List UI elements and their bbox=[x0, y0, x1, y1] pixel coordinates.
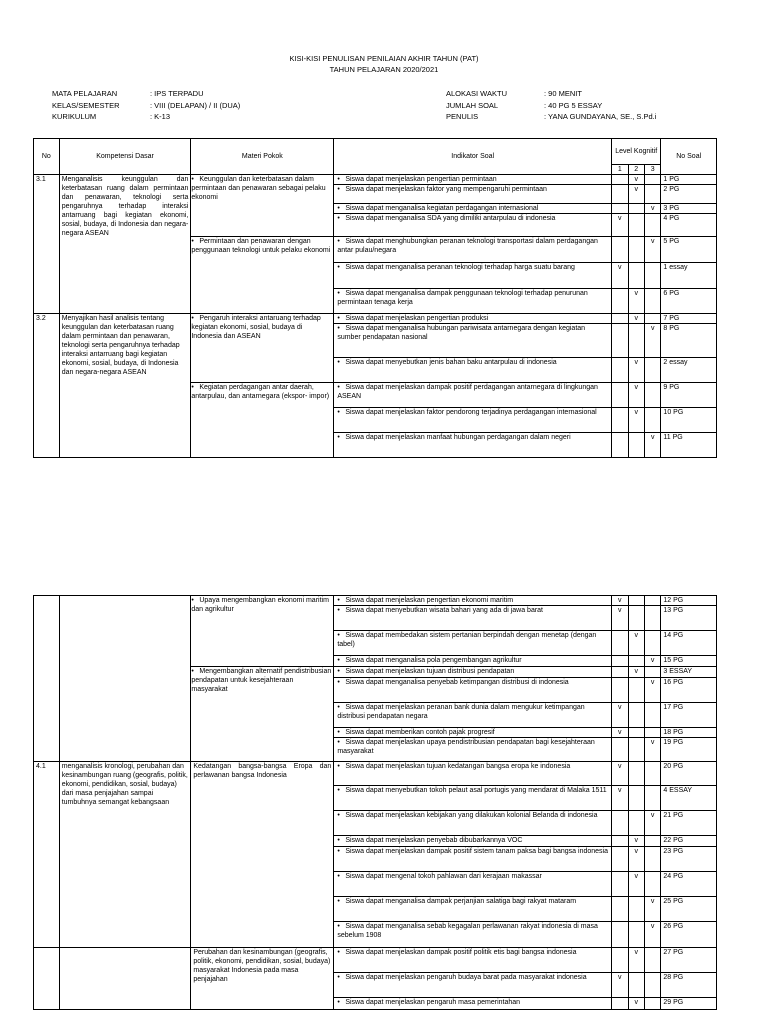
level-1: v bbox=[612, 606, 628, 631]
level-2: v bbox=[628, 175, 644, 185]
level-3 bbox=[644, 786, 660, 811]
level-2 bbox=[628, 237, 644, 263]
meta-key: KELAS/SEMESTER bbox=[52, 100, 120, 110]
level-2: v bbox=[628, 358, 644, 383]
no-soal: 8 PG bbox=[661, 324, 717, 358]
meta-right bbox=[446, 88, 656, 123]
level-2: v bbox=[628, 948, 644, 973]
indikator-text: Siswa dapat menjelaskan dampak positif politik etis bagi bangsa indonesia bbox=[345, 949, 577, 956]
level-2 bbox=[628, 811, 644, 836]
level-2 bbox=[628, 204, 644, 214]
level-1 bbox=[612, 324, 628, 358]
header-level: Level Kognitif bbox=[612, 139, 661, 165]
materi-text: Permintaan dan penawaran dengan penggunaan teknologi untuk pelaku ekonomi bbox=[191, 238, 331, 254]
materi-text: Mengembangkan alternatif pendistribusian pendapatan untuk kesejahteraan masyarakat bbox=[191, 668, 332, 693]
level-3 bbox=[644, 728, 660, 738]
indikator-text: Siswa dapat menjelaskan dampak positif perdagangan antarnegara di lingkungan ASEAN bbox=[337, 384, 598, 400]
indikator-text: Siswa dapat menganalisa penyebab ketimpangan distribusi di indonesia bbox=[345, 679, 569, 686]
level-1 bbox=[612, 667, 628, 678]
no-soal: 14 PG bbox=[661, 631, 717, 656]
level-1 bbox=[612, 872, 628, 897]
header-l1: 1 bbox=[612, 165, 628, 175]
level-2 bbox=[628, 656, 644, 667]
indikator-text: Siswa dapat menganalisa hubungan pariwisata antarnegara dengan kegiatan sumber pendapatan nasional bbox=[337, 325, 586, 341]
level-2 bbox=[628, 606, 644, 631]
indikator-text: Siswa dapat menjelaskan tujuan kedatangan bangsa eropa ke indonesia bbox=[345, 763, 571, 770]
indikator-text: Siswa dapat menjelaskan tujuan distribusi pendapatan bbox=[345, 668, 515, 675]
indikator-cell: • Siswa dapat menjelaskan pengaruh masa pemerintahan bbox=[334, 998, 612, 1010]
level-3: v bbox=[644, 433, 660, 458]
level-2: v bbox=[628, 872, 644, 897]
materi-text: Upaya mengembangkan ekonomi maritim dan agrikultur bbox=[191, 597, 329, 613]
level-1: v bbox=[612, 973, 628, 998]
level-1 bbox=[612, 847, 628, 872]
level-2: v bbox=[628, 847, 644, 872]
materi-cell: • Permintaan dan penawaran dengan penggunaan teknologi untuk pelaku ekonomi bbox=[191, 237, 334, 314]
level-2: v bbox=[628, 185, 644, 204]
level-2 bbox=[628, 596, 644, 606]
indikator-cell: • Siswa dapat mengenal tokoh pahlawan dari kerajaan makassar bbox=[334, 872, 612, 897]
no-soal: 29 PG bbox=[661, 998, 717, 1010]
level-3 bbox=[644, 703, 660, 728]
kd-number: 3.1 bbox=[34, 175, 60, 314]
indikator-text: Siswa dapat menganalisa pola pengembangan agrikultur bbox=[345, 657, 522, 664]
indikator-text: Siswa dapat mengenal tokoh pahlawan dari kerajaan makassar bbox=[345, 873, 542, 880]
level-1 bbox=[612, 897, 628, 922]
header-l3: 3 bbox=[644, 165, 660, 175]
no-soal: 17 PG bbox=[661, 703, 717, 728]
no-soal: 12 PG bbox=[661, 596, 717, 606]
meta-key: MATA PELAJARAN bbox=[52, 89, 118, 98]
no-soal: 9 PG bbox=[661, 383, 717, 408]
header-kd: Kompetensi Dasar bbox=[59, 139, 191, 175]
meta-key: ALOKASI WAKTU bbox=[446, 89, 507, 98]
materi-text: Keunggulan dan keterbatasan dalam permintaan dan penawaran sebagai pelaku ekonomi bbox=[191, 176, 326, 201]
indikator-cell: • Siswa dapat menjelaskan tujuan kedatangan bangsa eropa ke indonesia bbox=[334, 762, 612, 786]
level-1 bbox=[612, 383, 628, 408]
meta-row bbox=[446, 88, 656, 100]
no-soal: 21 PG bbox=[661, 811, 717, 836]
level-2: v bbox=[628, 383, 644, 408]
no-soal: 16 PG bbox=[661, 678, 717, 703]
indikator-cell: • Siswa dapat menjelaskan penyebab dibubarkannya VOC bbox=[334, 836, 612, 847]
level-3 bbox=[644, 358, 660, 383]
level-3 bbox=[644, 263, 660, 289]
indikator-text: Siswa dapat menghubungkan peranan teknologi transportasi dalam perdagangan antar pulau/negara bbox=[337, 238, 598, 254]
indikator-cell: • Siswa dapat menganalisa sebab kegagalan perlawanan rakyat indonesia di masa sebelum 1908 bbox=[334, 922, 612, 948]
meta-value: : IPS TERPADU bbox=[150, 89, 204, 98]
level-2: v bbox=[628, 314, 644, 324]
level-3: v bbox=[644, 656, 660, 667]
level-2 bbox=[628, 678, 644, 703]
no-soal: 3 PG bbox=[661, 204, 717, 214]
level-2: v bbox=[628, 408, 644, 433]
indikator-cell: • Siswa dapat menganalisa SDA yang dimiliki antarpulau di indonesia bbox=[334, 214, 612, 237]
level-2 bbox=[628, 703, 644, 728]
level-3: v bbox=[644, 738, 660, 762]
level-2 bbox=[628, 973, 644, 998]
level-3 bbox=[644, 762, 660, 786]
indikator-text: Siswa dapat menjelaskan pengaruh masa pemerintahan bbox=[345, 999, 521, 1006]
level-2 bbox=[628, 263, 644, 289]
no-soal: 10 PG bbox=[661, 408, 717, 433]
no-soal: 27 PG bbox=[661, 948, 717, 973]
indikator-text: Siswa dapat menganalisa kegiatan perdagangan internasional bbox=[345, 205, 539, 212]
indikator-text: Siswa dapat menjelaskan pengaruh budaya barat pada masyarakat indonesia bbox=[345, 974, 587, 981]
level-2 bbox=[628, 433, 644, 458]
materi-text: Pengaruh interaksi antaruang terhadap kegiatan ekonomi, sosial, budaya di Indonesia dan ASEAN bbox=[191, 315, 321, 340]
level-3 bbox=[644, 175, 660, 185]
indikator-cell: • Siswa dapat menganalisa peranan teknologi terhadap harga suatu barang bbox=[334, 263, 612, 289]
level-3 bbox=[644, 847, 660, 872]
level-2: v bbox=[628, 631, 644, 656]
level-3: v bbox=[644, 237, 660, 263]
document-title: KISI-KISI PENULISAN PENILAIAN AKHIR TAHUN (PAT) bbox=[289, 54, 479, 63]
indikator-text: Siswa dapat menjelaskan penyebab dibubarkannya VOC bbox=[345, 837, 523, 844]
meta-value: : VIII (DELAPAN) / II (DUA) bbox=[150, 100, 241, 110]
level-1 bbox=[612, 738, 628, 762]
no-soal: 13 PG bbox=[661, 606, 717, 631]
level-1: v bbox=[612, 263, 628, 289]
no-soal: 20 PG bbox=[661, 762, 717, 786]
indikator-cell: • Siswa dapat menganalisa kegiatan perdagangan internasional bbox=[334, 204, 612, 214]
level-3 bbox=[644, 872, 660, 897]
indikator-cell: • Siswa dapat menjelaskan pengertian produksi bbox=[334, 314, 612, 324]
indikator-cell: • Siswa dapat menjelaskan peranan bank dunia dalam mengukur ketimpangan distribusi pendapatan negara bbox=[334, 703, 612, 728]
indikator-cell: • Siswa dapat menjelaskan dampak positif sistem tanam paksa bagi bangsa indonesia bbox=[334, 847, 612, 872]
indikator-cell: • Siswa dapat menyebutkan jenis bahan baku antarpulau di indonesia bbox=[334, 358, 612, 383]
level-3 bbox=[644, 667, 660, 678]
no-soal: 23 PG bbox=[661, 847, 717, 872]
level-1: v bbox=[612, 703, 628, 728]
materi-cell: • Mengembangkan alternatif pendistribusian pendapatan untuk kesejahteraan masyarakat bbox=[191, 667, 334, 762]
level-1 bbox=[612, 204, 628, 214]
indikator-cell: • Siswa dapat menjelaskan dampak positif perdagangan antarnegara di lingkungan ASEAN bbox=[334, 383, 612, 408]
level-2 bbox=[628, 214, 644, 237]
kd-text-empty bbox=[59, 948, 191, 1010]
kd-text: Menganalisis keunggulan dan keterbatasan ruang dalam permintaan dan penawaran, teknologi serta pengaruhnya terhadap interaksi antarruang bagi kegiatan ekonomi, sosial, budaya, di Indonesia dan negara-negara ASEAN bbox=[59, 175, 191, 314]
no-soal: 15 PG bbox=[661, 656, 717, 667]
level-1: v bbox=[612, 728, 628, 738]
level-2 bbox=[628, 762, 644, 786]
indikator-cell: • Siswa dapat menjelaskan pengertian ekonomi maritim bbox=[334, 596, 612, 606]
level-3 bbox=[644, 185, 660, 204]
header-nosoal: No Soal bbox=[661, 139, 717, 175]
grid-table-2 bbox=[33, 595, 717, 1010]
no-soal: 2 essay bbox=[661, 358, 717, 383]
level-1 bbox=[612, 433, 628, 458]
indikator-cell: • Siswa dapat menjelaskan faktor yang mempengaruhi permintaan bbox=[334, 185, 612, 204]
indikator-text: Siswa dapat menganalisa sebab kegagalan perlawanan rakyat indonesia di masa sebelum 1908 bbox=[337, 923, 598, 939]
indikator-cell: • Siswa dapat menjelaskan pengaruh budaya barat pada masyarakat indonesia bbox=[334, 973, 612, 998]
materi-cell: Kedatangan bangsa-bangsa Eropa dan perlawanan bangsa Indonesia bbox=[191, 762, 334, 948]
indikator-text: Siswa dapat menyebutkan tokoh pelaut asal portugis yang mendarat di Malaka 1511 bbox=[345, 787, 607, 794]
level-3 bbox=[644, 214, 660, 237]
no-soal: 24 PG bbox=[661, 872, 717, 897]
materi-text: Kegiatan perdagangan antar daerah, antarpulau, dan antarnegara (ekspor- impor) bbox=[191, 384, 330, 400]
indikator-cell: • Siswa dapat menjelaskan pengertian permintaan bbox=[334, 175, 612, 185]
meta-value: : K-13 bbox=[150, 112, 171, 121]
indikator-text: Siswa dapat menjelaskan kebijakan yang dilakukan kolonial Belanda di indonesia bbox=[345, 812, 598, 819]
header-indikator: Indikator Soal bbox=[334, 139, 612, 175]
level-1 bbox=[612, 998, 628, 1010]
kd-number-empty bbox=[34, 948, 60, 1010]
level-2 bbox=[628, 897, 644, 922]
level-1 bbox=[612, 678, 628, 703]
level-2 bbox=[628, 728, 644, 738]
indikator-text: Siswa dapat menyebutkan wisata bahari yang ada di jawa barat bbox=[345, 607, 544, 614]
level-1 bbox=[612, 836, 628, 847]
level-3: v bbox=[644, 324, 660, 358]
kd-number: 3.2 bbox=[34, 314, 60, 458]
no-soal: 7 PG bbox=[661, 314, 717, 324]
level-2: v bbox=[628, 836, 644, 847]
indikator-text: Siswa dapat menjelaskan manfaat hubungan perdagangan dalam negeri bbox=[345, 434, 571, 441]
no-soal: 1 essay bbox=[661, 263, 717, 289]
level-3: v bbox=[644, 811, 660, 836]
level-1 bbox=[612, 358, 628, 383]
level-1: v bbox=[612, 596, 628, 606]
no-soal: 22 PG bbox=[661, 836, 717, 847]
meta-row bbox=[446, 100, 656, 112]
level-1 bbox=[612, 922, 628, 948]
level-2 bbox=[628, 922, 644, 948]
indikator-text: Siswa dapat menjelaskan upaya pendistribusian pendapatan bagi kesejahteraan masyarakat bbox=[337, 739, 595, 755]
meta-row bbox=[52, 88, 240, 100]
level-1 bbox=[612, 185, 628, 204]
meta-value: : 90 MENIT bbox=[544, 89, 582, 98]
kd-text: menganalisis kronologi, perubahan dan kesinambungan ruang (geografis, politik, ekonomi, pendidikan, sosial, budaya) dari masa penjajahan sampai tumbuhnya semangat kebangsaan bbox=[59, 762, 191, 948]
indikator-cell: • Siswa dapat menghubungkan peranan teknologi transportasi dalam perdagangan antar pulau/negara bbox=[334, 237, 612, 263]
indikator-cell: • Siswa dapat menganalisa dampak penggunaan teknologi terhadap penurunan permintaan tenaga kerja bbox=[334, 289, 612, 314]
indikator-text: Siswa dapat menjelaskan pengertian permintaan bbox=[345, 176, 497, 183]
kd-number-empty bbox=[34, 596, 60, 762]
level-1 bbox=[612, 948, 628, 973]
level-3: v bbox=[644, 922, 660, 948]
indikator-cell: • Siswa dapat menyebutkan wisata bahari yang ada di jawa barat bbox=[334, 606, 612, 631]
level-2: v bbox=[628, 289, 644, 314]
document-subtitle: TAHUN PELAJARAN 2020/2021 bbox=[329, 65, 439, 74]
level-3 bbox=[644, 314, 660, 324]
materi-cell: • Keunggulan dan keterbatasan dalam permintaan dan penawaran sebagai pelaku ekonomi bbox=[191, 175, 334, 237]
no-soal: 2 PG bbox=[661, 185, 717, 204]
level-1 bbox=[612, 656, 628, 667]
level-3 bbox=[644, 606, 660, 631]
indikator-cell: • Siswa dapat menjelaskan upaya pendistribusian pendapatan bagi kesejahteraan masyarakat bbox=[334, 738, 612, 762]
indikator-text: Siswa dapat memberikan contoh pajak progresif bbox=[345, 729, 495, 736]
level-2 bbox=[628, 324, 644, 358]
materi-cell: • Pengaruh interaksi antaruang terhadap kegiatan ekonomi, sosial, budaya di Indonesia dan ASEAN bbox=[191, 314, 334, 383]
indikator-text: Siswa dapat menganalisa dampak perjanjian salatiga bagi rakyat mataram bbox=[345, 898, 577, 905]
indikator-text: Siswa dapat menyebutkan jenis bahan baku antarpulau di indonesia bbox=[345, 359, 557, 366]
meta-row bbox=[52, 111, 240, 123]
no-soal: 4 ESSAY bbox=[661, 786, 717, 811]
meta-left bbox=[52, 88, 240, 123]
level-3 bbox=[644, 289, 660, 314]
indikator-text: Siswa dapat menjelaskan faktor yang mempengaruhi permintaan bbox=[345, 186, 547, 193]
level-3 bbox=[644, 948, 660, 973]
level-1 bbox=[612, 289, 628, 314]
indikator-cell: • Siswa dapat menjelaskan dampak positif politik etis bagi bangsa indonesia bbox=[334, 948, 612, 973]
meta-key: JUMLAH SOAL bbox=[446, 100, 499, 110]
no-soal: 6 PG bbox=[661, 289, 717, 314]
no-soal: 1 PG bbox=[661, 175, 717, 185]
level-3 bbox=[644, 596, 660, 606]
indikator-cell: • Siswa dapat menganalisa penyebab ketimpangan distribusi di indonesia bbox=[334, 678, 612, 703]
level-3 bbox=[644, 631, 660, 656]
no-soal: 28 PG bbox=[661, 973, 717, 998]
level-3: v bbox=[644, 678, 660, 703]
no-soal: 25 PG bbox=[661, 897, 717, 922]
indikator-text: Siswa dapat menjelaskan pengertian produksi bbox=[345, 315, 489, 322]
no-soal: 19 PG bbox=[661, 738, 717, 762]
meta-value: : 40 PG 5 ESSAY bbox=[544, 100, 603, 110]
indikator-text: Siswa dapat menganalisa peranan teknologi terhadap harga suatu barang bbox=[345, 264, 575, 271]
level-3: v bbox=[644, 897, 660, 922]
materi-cell: • Kegiatan perdagangan antar daerah, antarpulau, dan antarnegara (ekspor- impor) bbox=[191, 383, 334, 458]
materi-cell: • Upaya mengembangkan ekonomi maritim dan agrikultur bbox=[191, 596, 334, 667]
indikator-cell: • Siswa dapat menjelaskan manfaat hubungan perdagangan dalam negeri bbox=[334, 433, 612, 458]
kd-number: 4.1 bbox=[34, 762, 60, 948]
no-soal: 26 PG bbox=[661, 922, 717, 948]
grid-table-1 bbox=[33, 138, 717, 458]
level-1 bbox=[612, 408, 628, 433]
level-1: v bbox=[612, 786, 628, 811]
indikator-cell: • Siswa dapat menganalisa dampak perjanjian salatiga bagi rakyat mataram bbox=[334, 897, 612, 922]
indikator-cell: • Siswa dapat menyebutkan tokoh pelaut asal portugis yang mendarat di Malaka 1511 bbox=[334, 786, 612, 811]
level-1 bbox=[612, 811, 628, 836]
no-soal: 3 ESSAY bbox=[661, 667, 717, 678]
meta-key: KURIKULUM bbox=[52, 112, 97, 121]
level-2 bbox=[628, 738, 644, 762]
indikator-cell: • Siswa dapat menjelaskan kebijakan yang dilakukan kolonial Belanda di indonesia bbox=[334, 811, 612, 836]
indikator-cell: • Siswa dapat memberikan contoh pajak progresif bbox=[334, 728, 612, 738]
header-no: No bbox=[34, 139, 60, 175]
indikator-text: Siswa dapat menganalisa dampak penggunaan teknologi terhadap penurunan permintaan tenaga kerja bbox=[337, 290, 588, 306]
level-2: v bbox=[628, 667, 644, 678]
indikator-text: Siswa dapat menjelaskan peranan bank dunia dalam mengukur ketimpangan distribusi pendapatan negara bbox=[337, 704, 585, 720]
indikator-text: Siswa dapat membedakan sistem pertanian berpindah dengan menetap (dengan tabel) bbox=[337, 632, 597, 648]
level-1: v bbox=[612, 214, 628, 237]
level-1: v bbox=[612, 762, 628, 786]
level-1 bbox=[612, 314, 628, 324]
indikator-text: Siswa dapat menjelaskan pengertian ekonomi maritim bbox=[345, 597, 514, 604]
level-1 bbox=[612, 631, 628, 656]
meta-value: : YANA GUNDAYANA, SE., S.Pd.i bbox=[544, 112, 657, 121]
indikator-text: Siswa dapat menganalisa SDA yang dimiliki antarpulau di indonesia bbox=[345, 215, 556, 222]
indikator-text: Siswa dapat menjelaskan faktor pendorong terjadinya perdagangan internasional bbox=[345, 409, 597, 416]
meta-key: PENULIS bbox=[446, 112, 479, 121]
level-2: v bbox=[628, 998, 644, 1010]
indikator-text: Siswa dapat menjelaskan dampak positif sistem tanam paksa bagi bangsa indonesia bbox=[345, 848, 608, 855]
indikator-cell: • Siswa dapat menganalisa hubungan pariwisata antarnegara dengan kegiatan sumber pendapatan nasional bbox=[334, 324, 612, 358]
header-materi: Materi Pokok bbox=[191, 139, 334, 175]
no-soal: 5 PG bbox=[661, 237, 717, 263]
kd-text-empty bbox=[59, 596, 191, 762]
no-soal: 4 PG bbox=[661, 214, 717, 237]
level-1 bbox=[612, 175, 628, 185]
level-2 bbox=[628, 786, 644, 811]
indikator-cell: • Siswa dapat menjelaskan faktor pendorong terjadinya perdagangan internasional bbox=[334, 408, 612, 433]
indikator-cell: • Siswa dapat membedakan sistem pertanian berpindah dengan menetap (dengan tabel) bbox=[334, 631, 612, 656]
level-3 bbox=[644, 973, 660, 998]
materi-cell: Perubahan dan kesinambungan (geografis, politik, ekonomi, pendidikan, sosial, budaya) masyarakat Indonesia pada masa penjajahan bbox=[191, 948, 334, 1010]
level-3: v bbox=[644, 204, 660, 214]
no-soal: 18 PG bbox=[661, 728, 717, 738]
level-3 bbox=[644, 836, 660, 847]
level-3 bbox=[644, 998, 660, 1010]
kd-text: Menyajikan hasil analisis tentang keunggulan dan keterbatasan ruang dalam permintaan dan penawaran, teknologi serta pengaruhnya terhadap interaksi antarruang bagi kegiatan ekonomi, sosial, budaya, di Indonesia dan negara-negara ASEAN bbox=[59, 314, 191, 458]
no-soal: 11 PG bbox=[661, 433, 717, 458]
meta-row bbox=[446, 111, 656, 123]
header-l2: 2 bbox=[628, 165, 644, 175]
level-1 bbox=[612, 237, 628, 263]
meta-row bbox=[52, 100, 240, 112]
level-3 bbox=[644, 408, 660, 433]
indikator-cell: • Siswa dapat menjelaskan tujuan distribusi pendapatan bbox=[334, 667, 612, 678]
level-3 bbox=[644, 383, 660, 408]
indikator-cell: • Siswa dapat menganalisa pola pengembangan agrikultur bbox=[334, 656, 612, 667]
